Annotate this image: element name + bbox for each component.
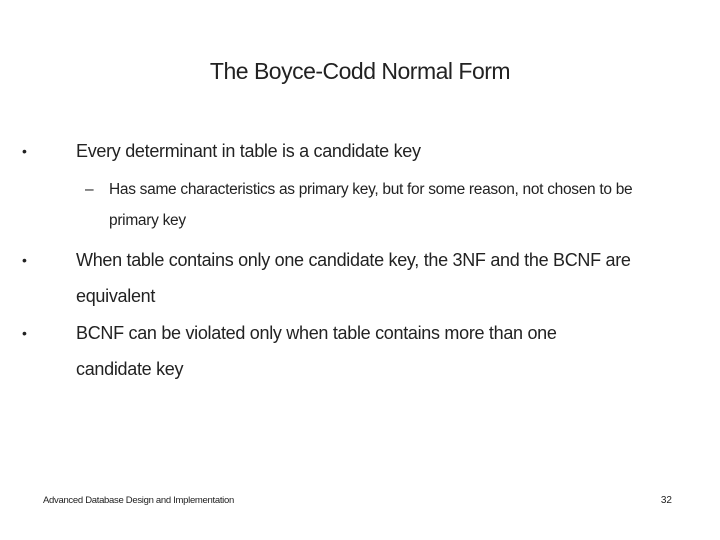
bullet-icon: • [22, 143, 27, 159]
page-number: 32 [660, 495, 672, 506]
bullet-text: BCNF can be violated only when table contains more than one candidate key [76, 323, 557, 379]
bullet-1 [22, 133, 676, 169]
bullet-text: Every determinant in table is a candidate key [76, 141, 421, 161]
dash-icon: – [85, 181, 94, 198]
bullet-text: When table contains only one candidate key, the 3NF and the BCNF are equivalent [76, 250, 631, 306]
bullet-icon: • [22, 252, 27, 268]
sub-bullet-1 [85, 174, 669, 236]
footer-text: Advanced Database Design and Implementation [43, 495, 234, 506]
bullet-3 [22, 315, 636, 387]
sub-bullet-text: Has same characteristics as primary key, but for some reason, not chosen to be primary key [109, 181, 633, 229]
bullet-icon: • [22, 325, 27, 341]
slide-title: The Boyce-Codd Normal Form [209, 58, 511, 84]
bullet-2 [22, 242, 676, 314]
